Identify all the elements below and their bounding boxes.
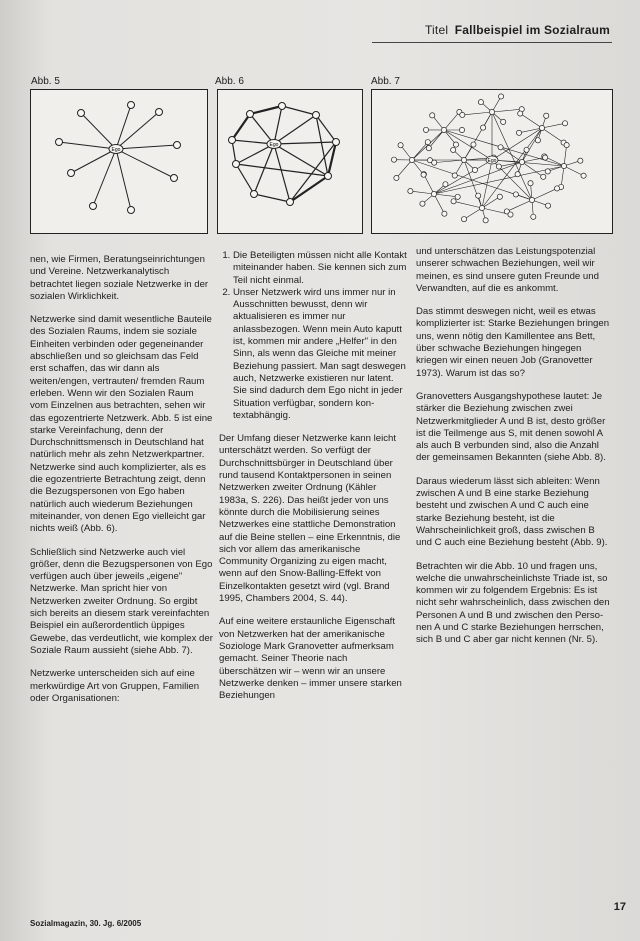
figure-7-node (497, 194, 502, 199)
figure-7-edge (542, 123, 565, 128)
col3-paragraph-2: Das stimmt deswegen nicht, weil es etwas komplizierter ist: Starke Beziehungen bringen uns, wenn nötig den Kamillentee ans Bett, über schwache Beziehungen hingegen kriegen wir einen neuen Job (Granovetter 1973). Warum ist das so? (416, 306, 610, 379)
figure-7-node (564, 142, 569, 147)
figure-7-edge (561, 166, 564, 187)
col3-paragraph-5: Betrachten wir die Abb. 10 und fragen uns, welche die unwahrscheinlichste Triade ist, so kommen wir zu folgendem Ergebnis: Es ist nicht sehr wahrscheinlich, dass zwischen den Personen A und B und zwischen den Personen A und C starke Beziehungen herrschen, sich B und C aber gar nicht kennen (Nr. 5). (416, 560, 610, 646)
figure-7-edge (507, 200, 532, 211)
col1-paragraph-1: nen, wie Firmen, Beratungseinrichtungen und Vereine. Netzwerkanalytisch betrachtet liegen soziale Netzwerke in der sozialen Wirklichkeit. (30, 254, 209, 302)
figure-7-edge (396, 160, 412, 178)
figure-7-edge (444, 130, 492, 160)
figure-7-edge (564, 166, 584, 176)
figure-7-node (524, 147, 529, 152)
figure-7-edge (434, 194, 444, 214)
figure-7-node (431, 191, 436, 196)
figure-7-edge (482, 197, 500, 208)
figure-7-edge (412, 142, 428, 160)
col2-list-item-2: 2. Unser Netzwerk wird uns immer nur in Ausschnitten bewusst, denn wir aktualisieren es immer nur anlassbezogen. Wenn mein Auto kaputt ist, kommen mir andere „Helfer" in den Sinn, als wenn das Gleiche mit meiner Beziehung passiert. Man sagt deswegen auch, Netzwerke existieren nur latent. Sie sind dadurch dem Ego nicht in jeder Situation verfügbar, sondern kontextabhängig. (233, 287, 407, 422)
figure-7-edge (520, 114, 542, 128)
figure-7-node (519, 159, 524, 164)
figure-6-label: Abb. 6 (215, 76, 244, 87)
figure-7-node (498, 145, 503, 150)
figure-7-node (535, 138, 540, 143)
figure-7-node (461, 217, 466, 222)
figure-7-node (541, 174, 546, 179)
figure-5-ego-network (30, 89, 208, 234)
figure-7-node (544, 113, 549, 118)
header-lead: Titel (424, 23, 449, 37)
figure-7-edge (462, 112, 492, 115)
figure-7-node (498, 94, 503, 99)
figure-7-edge (482, 128, 542, 208)
figure-7-node (441, 127, 446, 132)
figure-7-node (528, 181, 533, 186)
figure-7-node (442, 211, 447, 216)
figure-7-ego-text: Ego (487, 158, 497, 164)
figure-7-edge (434, 194, 458, 197)
figure-7-node (539, 125, 544, 130)
figure-7-node (443, 182, 448, 187)
figure-7-node (453, 142, 458, 147)
figure-7-node (476, 193, 481, 198)
figure-7-edge (429, 130, 444, 148)
figure-7-node (501, 119, 506, 124)
figure-7-node (578, 158, 583, 163)
figure-7-node (472, 167, 477, 172)
figure-7-second-order-network (371, 89, 613, 234)
figure-7-node (426, 146, 431, 151)
figure-7-node (408, 188, 413, 193)
text-column-2 (219, 250, 407, 713)
figure-5-ego-text: Ego (111, 147, 121, 153)
figure-6-diagram (218, 90, 362, 233)
figure-7-edge (464, 208, 482, 219)
figure-7-edge (522, 128, 542, 162)
figure-7-edge (410, 191, 434, 194)
figure-7-node (460, 112, 465, 117)
text-column-1 (30, 254, 214, 716)
figure-7-node (421, 172, 426, 177)
header-title: Fallbeispiel im Sozialraum (454, 23, 610, 37)
figure-7-edge (564, 145, 567, 166)
figure-7-node (516, 130, 521, 135)
figure-7-edge (434, 160, 464, 163)
figure-7-edge (532, 188, 557, 200)
figure-5-diagram (31, 90, 207, 233)
figure-7-node (513, 192, 518, 197)
figure-7-node (409, 157, 414, 162)
figure-7-edge (492, 109, 522, 112)
figure-7-node (543, 155, 548, 160)
figure-7-node (459, 127, 464, 132)
figure-7-node (561, 163, 566, 168)
figure-7-node (398, 143, 403, 148)
figure-7-edge (424, 174, 434, 194)
figure-7-node (420, 201, 425, 206)
figure-7-node (531, 214, 536, 219)
figure-7-node (545, 203, 550, 208)
figure-7-node (581, 173, 586, 178)
col2-list-item-1: 1. Die Beteiligten müssen nicht alle Kontakt miteinander haben. Sie kennen sich zum Teil nicht einmal. (233, 250, 407, 287)
figure-7-node (554, 186, 559, 191)
col2-paragraph-1: Der Umfang dieser Netzwerke kann leicht unterschätzt werden. So verfügt der Durchschnittsbürger in Deutschland über rund tausend Kontaktpersonen in seinen Netzwerken zweiter Ordnung (Kähler 1983a, S. 226). Das heißt jeder von uns könnte durch die Mobilisierung seines Netzwerkes eine stattliche Demonstration auf die Beine stellen – eine Erkenntnis, die sich vor allem das amerikanische Community Organizing zu eigen macht, wenn auf den Snow-Balling-Effekt von Einzelkontakten gesetzt wird (vgl. Brand 1995, Chambers 2004, S. 44). (219, 433, 401, 605)
figure-7-edge (522, 158, 545, 162)
col2-paragraph-2: Auf eine weitere erstaunliche Eigenschaft von Netzwerken hat der amerikanische Soziologe Mark Granovetter aufmerksam gemacht. Seiner Theorie nach überschätzen wir – wenn wir an unsere Netzwerke denken – immer unsere starken Beziehungen (219, 616, 402, 702)
figure-7-diagram (372, 90, 612, 233)
figure-7-node (508, 212, 513, 217)
col1-paragraph-2: Netzwerke sind damit wesentliche Bauteile des Sozialen Raums, indem sie soziale Einheiten verbinden oder gegeneinander abschließen und so gleichsam das Feld erst schaffen, das wir dann als weiten/engen, vertrauten/ fremden Raum erleben. Wenn wir den Sozialen Raum vom Einzelnen aus betrachten, sehen wir das egozentrierte Netzwerk. Abb. 5 ist eine starke Vereinfachung, denn der Durchschnittsmensch in Deutschland hat natürlich mehr als zehn Netzwerkpartner. Netzwerke sind auch komplizierter, als es die egozentrierte Betrachtung zeigt, denn die Bezugspersonen von Ego haben natürlich auch wiederum Beziehungen miteinander, von denen Ego vielleicht gar nichts weiß (Abb. 6). (30, 314, 213, 535)
figure-7-node (430, 113, 435, 118)
figure-7-edge (499, 162, 522, 167)
figure-7-node (478, 99, 483, 104)
header-rule (372, 42, 612, 43)
figure-7-label: Abb. 7 (371, 76, 400, 87)
figure-7-node (452, 173, 457, 178)
figure-7-edge (454, 201, 482, 208)
figure-7-edge (464, 112, 492, 160)
figure-7-node (483, 218, 488, 223)
figure-7-edge (444, 112, 459, 130)
figure-7-node (545, 169, 550, 174)
figure-7-node (425, 140, 430, 145)
col2-numbered-list (219, 250, 407, 422)
figure-7-node (471, 142, 476, 147)
figure-7-node (515, 172, 520, 177)
col3-paragraph-3: Granovetters Ausgangshypothese lautet: Je stärker die Beziehung zwischen zwei Netzwerkmitglieder A und B ist, desto größer ist die Teilmenge aus S, mit denen sowohl A als auch B verbunden sind, also die Anzahl der gemeinsamen Bekannten (siehe Abb. 8). (416, 390, 606, 464)
footer-source: Sozialmagazin, 30. Jg. 6/2005 (30, 919, 142, 928)
col3-paragraph-1: und unterschätzen das Leistungspotenzial unserer schwachen Beziehungen, weil wir meinen, es sind unsere guten Freunde und Verwandten, auf die es ankommt. (416, 246, 599, 294)
figure-5-label: Abb. 5 (31, 76, 60, 87)
figure-7-node (481, 125, 486, 130)
figure-7-node (518, 111, 523, 116)
figure-7-node (423, 127, 428, 132)
figure-7-edge (542, 128, 564, 143)
col1-paragraph-3: Schließlich sind Netzwerke auch viel größer, denn die Bezugspersonen von Ego verfügen auch über jeweils „eigene" Netzwerke. Man spricht hier von Netzwerken zweiter Ordnung. So ergibt sich bereits an diesem stark vereinfachten Beispiel ein außerordentlich üppiges Gewebe, das verdeutlicht, wie komplex der Soziale Raum aussieht (siehe Abb. 7). (30, 546, 213, 656)
col3-paragraph-4: Daraus wiederum lässt sich ableiten: Wenn zwischen A und B eine starke Beziehung besteht und zwischen A und C auch eine starke Beziehung besteht, ist die Wahrscheinlichkeit groß, dass zwischen B und C auch eine Beziehung besteht (Abb. 9). (416, 475, 608, 549)
figure-7-node (529, 197, 534, 202)
figure-7-node (451, 199, 456, 204)
figure-7-node (432, 160, 437, 165)
figure-7-node (451, 147, 456, 152)
figure-7-node (391, 157, 396, 162)
figure-7-node (394, 175, 399, 180)
figure-7-node (479, 205, 484, 210)
col1-paragraph-4: Netzwerke unterscheiden sich auf eine merkwürdige Art von Gruppen, Familien oder Organisationen: (30, 668, 200, 704)
figure-7-node (455, 194, 460, 199)
figure-7-node (461, 157, 466, 162)
figure-6-ego-text: Ego (269, 142, 279, 148)
text-column-3 (416, 246, 612, 658)
running-header (425, 23, 610, 37)
figure-6-ego-network (217, 89, 363, 234)
figure-7-node (489, 109, 494, 114)
page-number: 17 (613, 901, 626, 913)
figure-7-node (496, 164, 501, 169)
figure-7-node (562, 121, 567, 126)
